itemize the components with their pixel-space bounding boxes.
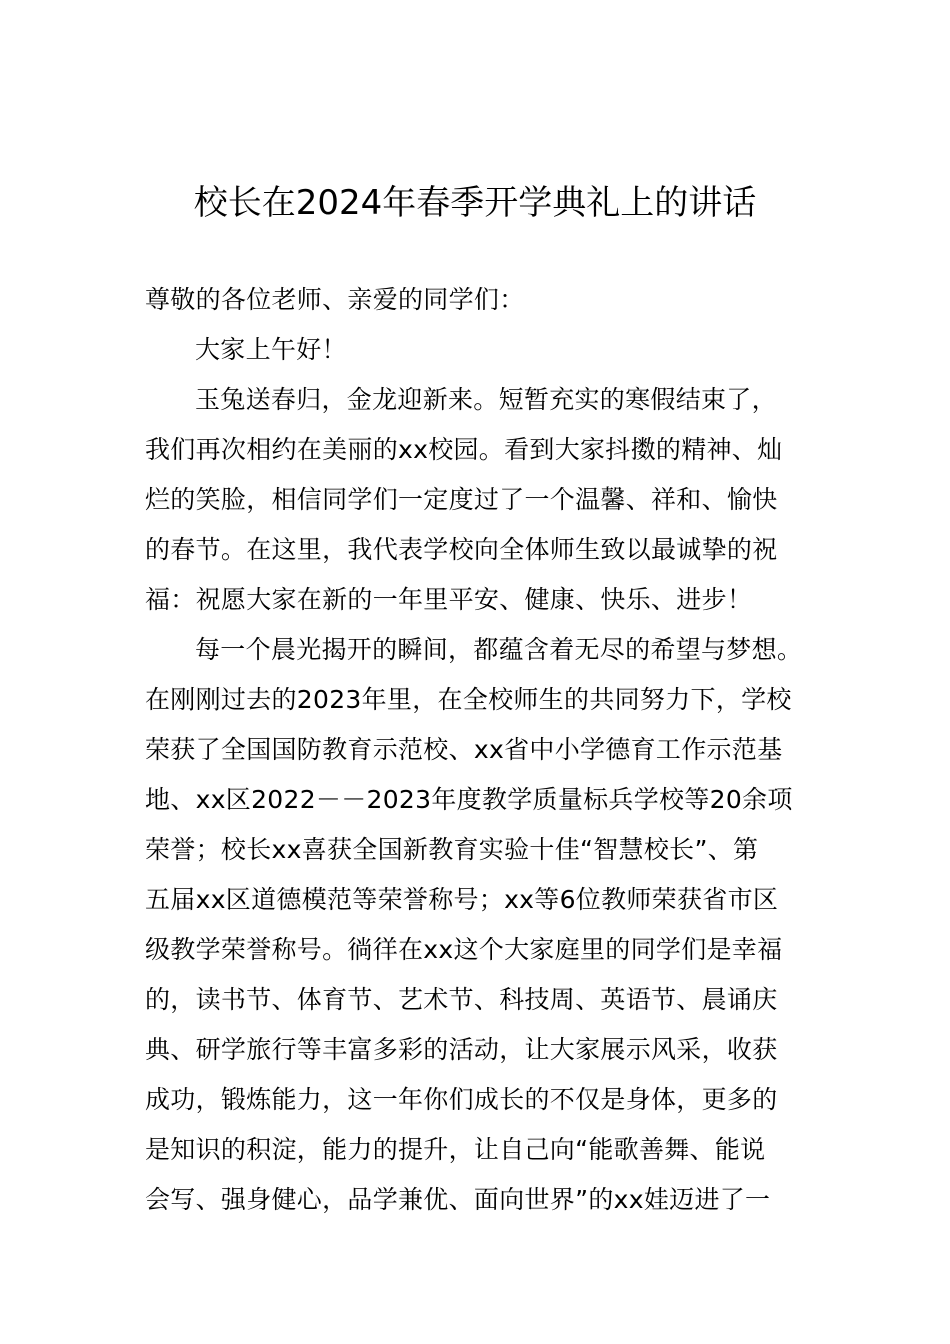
paragraph-line: 级教学荣誉称号。徜徉在xx这个大家庭里的同学们是幸福 <box>145 935 783 964</box>
paragraph-line: 荣誉；校长xx喜获全国新教育实验十佳“智慧校长”、第 <box>145 835 759 864</box>
paragraph-line: 是知识的积淀，能力的提升，让自己向“能歌善舞、能说 <box>145 1135 766 1164</box>
paragraph-line: 的春节。在这里，我代表学校向全体师生致以最诚挚的祝 <box>145 535 778 564</box>
paragraph-line: 我们再次相约在美丽的xx校园。看到大家抖擞的精神、灿 <box>145 435 783 464</box>
greeting-line: 大家上午好！ <box>195 335 347 364</box>
paragraph-line: 五届xx区道德模范等荣誉称号；xx等6位教师荣获省市区 <box>145 885 779 914</box>
paragraph-line: 地、xx区2022－－2023年度教学质量标兵学校等20余项 <box>145 785 793 814</box>
paragraph-line: 每一个晨光揭开的瞬间，都蕴含着无尽的希望与梦想。 <box>195 635 803 664</box>
paragraph-line: 荣获了全国国防教育示范校、xx省中小学德育工作示范基 <box>145 735 783 764</box>
salutation-line: 尊敬的各位老师、亲爱的同学们： <box>145 285 525 314</box>
paragraph-line: 在刚刚过去的2023年里，在全校师生的共同努力下，学校 <box>145 685 792 714</box>
paragraph-line: 会写、强身健心，品学兼优、面向世界”的xx娃迈进了一 <box>145 1185 771 1214</box>
document-title: 校长在2024年春季开学典礼上的讲话 <box>193 183 757 223</box>
paragraph-line: 玉兔送春归，金龙迎新来。短暂充实的寒假结束了， <box>195 385 777 414</box>
paragraph-line: 福：祝愿大家在新的一年里平安、健康、快乐、进步！ <box>145 585 753 614</box>
paragraph-line: 的，读书节、体育节、艺术节、科技周、英语节、晨诵庆 <box>145 985 778 1014</box>
paragraph-line: 典、研学旅行等丰富多彩的活动，让大家展示风采，收获 <box>145 1035 778 1064</box>
paragraph-line: 成功，锻炼能力，这一年你们成长的不仅是身体，更多的 <box>145 1085 778 1114</box>
paragraph-line: 烂的笑脸，相信同学们一定度过了一个温馨、祥和、愉快 <box>145 485 778 514</box>
